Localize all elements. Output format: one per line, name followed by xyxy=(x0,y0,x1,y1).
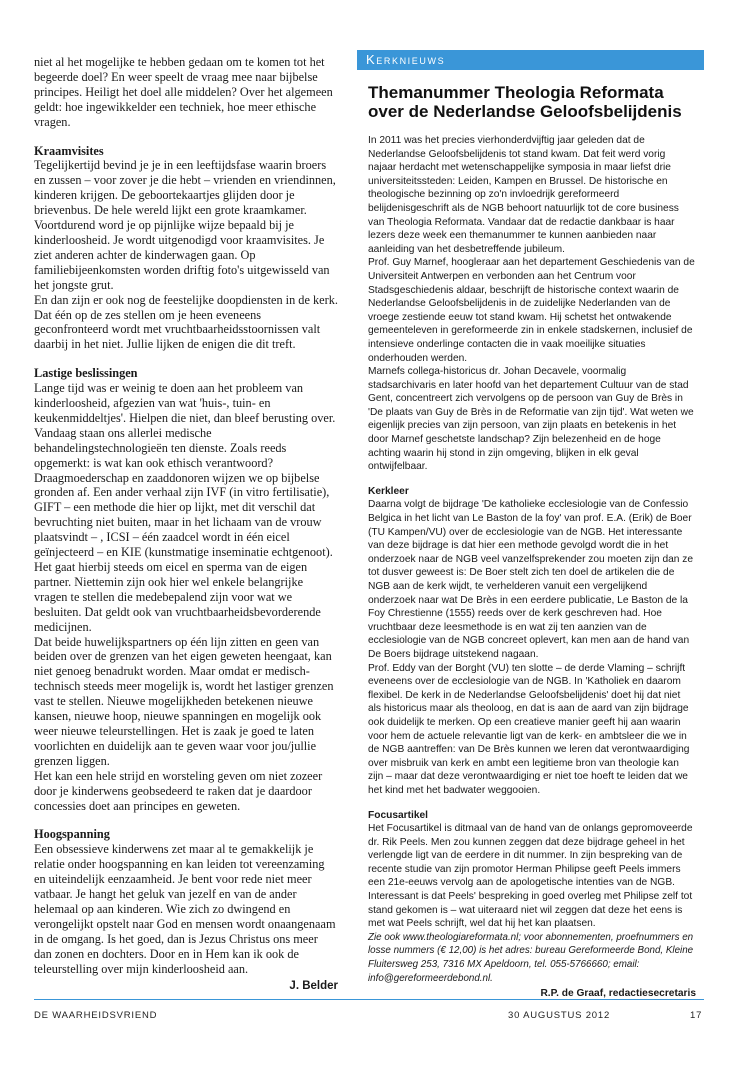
news-paragraph-4: Daarna volgt de bijdrage 'De katholieke ecclesiologie van de Confessio Belgica in het licht van Le Baston de la foy' van prof. E.A. (Erik) de Boer (TU Kampen/VU) over de ecclesiologie van de NGB. Het interessante van deze bijdrage is dat hier een methode gevolgd wordt die in het onderzoek naar de NGB veel vanzelfsprekender zou moeten zijn dan ze tot dusver geweest is: De Boer stelt zich ten doel de artikelen die de NGB aan de kerk wijdt, te verhelderen vanuit een vergelijkend onderzoek naar wat De Brès in een eerdere publicatie, Le Baston de la Foy Chrestienne (1555) reeds over de kerk geschreven had. Hoe vruchtbaar deze leesmethode is en wat zij ten aanzien van de ecclesiologie van de NGB concreet oplevert, kan men aan de hand van De Boers bijdrage uitstekend nagaan. xyxy=(368,499,694,660)
section-banner: Kerknieuws xyxy=(357,50,704,70)
news-paragraph-2: Prof. Guy Marnef, hoogleraar aan het departement Geschiedenis van de Universiteit Antwerpen en verbonden aan het Centrum voor Stadsgeschiedenis aldaar, beschrijft de historische context waarin de Nederlandse Geloofsbelijdenis in de zuidelijke Nederlanden van de vroege zestiende eeuw tot stand kwam. Hij schetst het ontwakende gemeenteleven in gereformeerde zin in enkele stadskernen, inclusief de intensieve onderlinge contacten die in vaak moeilijke situaties onderhouden werden. xyxy=(368,257,695,364)
footer-date: 30 AUGUSTUS 2012 xyxy=(508,1010,611,1021)
news-paragraph-6: Het Focusartikel is ditmaal van de hand van de onlangs gepromoveerde dr. Rik Peels. Men zou kunnen zeggen dat deze bijdrage geheel in het verlengde ligt van de eerdere in dit nummer. In zijn bespreking van de recente studie van zijn promotor Herman Philipse geeft Peels immers een 21e-eeuws vervolg aan de apologetische intenties van de NGB. Interessant is dat Peels' bespreking in goed overleg met Philipse zelf tot stand gekomen is – wat uiteraard niet wil zeggen dat deze het eens is met wat Peels schrijft, wel dat hij het kan plaatsen. xyxy=(368,823,693,930)
kraam-paragraph-1: Tegelijkertijd bevind je je in een leeftijdsfase waarin broers en zussen – voor zover je die hebt – vrienden en vriendinnen, kinderen krijgen. De geboortekaartjes glijden door je brievenbus. De hele wereld lijkt een grote kraamkamer. Voortdurend word je op pijnlijke wijze bepaald bij je kinderloosheid. Je wordt uitgenodigd voor kraamvisites. Je ziet anderen achter de kinderwagen gaan. Op familiebijeenkomsten worden driftig foto's uitgewisseld van het jongste grut. xyxy=(34,158,336,292)
right-column xyxy=(357,50,704,1001)
author-signature: J. Belder xyxy=(289,980,338,993)
heading-kraamvisites: Kraamvisites xyxy=(34,143,104,158)
page-number: 17 xyxy=(690,1010,703,1021)
news-body xyxy=(357,83,704,1001)
editor-signature: R.P. de Graaf, redactiesecretaris xyxy=(540,988,696,1000)
heading-focusartikel: Focusartikel xyxy=(368,809,429,821)
lastige-paragraph-2: Dat beide huwelijkspartners op één lijn zitten en geen van beiden over de grenzen van het eigen geweten heengaat, kan niet genoeg benadrukt worden. Maar omdat er medisch-technisch steeds meer mogelijk is, wordt het lastiger grenzen vast te stellen. Nieuwe mogelijkheden betekenen nieuwe kansen, nieuwe hoop, nieuwe spanningen en mogelijk ook weer nieuwe teleurstellingen. Het is zaak je goed te laten voorlichten en duidelijk aan te geven waar voor jou/jullie grenzen liggen. xyxy=(34,634,334,768)
heading-hoogspanning: Hoogspanning xyxy=(34,827,110,842)
news-paragraph-3: Marnefs collega-historicus dr. Johan Decavele, voormalig stadsarchivaris en later hoofd van het departement Cultuur van de stad Gent, concentreert zich vervolgens op de persoon van Guy de Brès in 'De plaats van Guy de Brès in de Reformatie van zijn tijd'. Wat weten we eigenlijk precies van zijn persoon, van zijn plaats en betekenis in het door Marnef geschetste landschap? Zijn belezenheid en de hoge achting waarin hij stond in zijn omgeving, blijken in elk geval ontwijfelbaar. xyxy=(368,366,694,473)
kraam-paragraph-2: En dan zijn er ook nog de feestelijke doopdiensten in de kerk. Dat één op de zes stellen om je heen eveneens geconfronteerd wordt met vruchtbaarheidsstoornissen valt daarbij in het niet. Jullie lijken de enigen die dit treft. xyxy=(34,292,338,352)
lastige-paragraph-3: Het kan een hele strijd en worsteling geven om niet zozeer door je kinderwens geobsedeerd te raken dat je daardoor concessies doet aan principes en geweten. xyxy=(34,768,323,813)
hoog-paragraph-1: Een obsessieve kinderwens zet maar al te gemakkelijk je relatie onder hoogspanning en kan leiden tot vereenzaming en uiteindelijk eenzaamheid. Je bent voor rede niet meer vatbaar. Je hangt het geluk van jezelf en van de ander helemaal op aan kinderen. Wie zich zo dwingend en verongelijkt opstelt naar God en mensen wordt onaangenaam in de omgang. Is het goed, dan is Jezus Christus ons meer dan zonen en dochters. Door en in Hem kan ik ook de teleurstelling over mijn kinderloosheid aan. xyxy=(34,842,336,976)
footer-divider xyxy=(34,999,704,1000)
news-paragraph-1: In 2011 was het precies vierhonderdvijftig jaar geleden dat de Nederlandse Geloofsbelijdenis tot stand kwam. Dat feit werd vorig najaar herdacht met wetenschappelijke symposia in maar liefst drie universiteitssteden: Leiden, Kampen en Brussel. De historische en theologische bezinning op zo'n invloedrijk gereformeerd belijdenisgeschrift als de NGB behoort natuurlijk tot de core business van Theologia Reformata. Vandaar dat de redactie dankbaar is haar lezers deze week een themanummer te kunnen aanbieden naar aanleiding van het desbetreffende jubileum. xyxy=(368,135,679,255)
heading-lastige-beslissingen: Lastige beslissingen xyxy=(34,366,138,381)
intro-paragraph: niet al het mogelijke te hebben gedaan om te komen tot het begeerde doel? En weer speelt de vraag mee naar bijbelse principes. Heiligt het doel alle middelen? Over het algemeen geldt: hoe ingewikkelder een techniek, hoe meer ethische vragen. xyxy=(34,55,333,129)
lastige-paragraph-1: Lange tijd was er weinig te doen aan het probleem van kinderloosheid, afgezien van wat 'huis-, tuin- en keukenmiddeltjes'. Hielpen die niet, dan bleef berusting over. Vandaag staan ons allerlei medische behandelingstechnologieën ten dienste. Zoals reeds opgemerkt: is wat kan ook ethisch verantwoord? Draagmoederschap en zaaddonoren wijzen we op bijbelse gronden af. Een ander verhaal zijn IVF (in vitro fertilisatie), GIFT – een methode die hier op lijkt, met dit verschil dat bevruchting niet buiten, maar in het lichaam van de vrouw plaatsvindt – , ICSI – één zaadcel wordt in één eicel geïnjecteerd – en KIE (kunstmatige inseminatie echtgenoot). Het gaat hierbij steeds om eicel en sperma van de eigen partner. Niettemin zijn ook hier wel enkele belangrijke vragen te stellen die medebepalend zijn voor wat we besluiten. Dat geldt ook van vruchtbaarheidsbevorderende medicijnen. xyxy=(34,381,336,634)
news-title: Themanummer Theologia Reformata over de Nederlandse Geloofsbelijdenis xyxy=(368,83,682,121)
footer-magazine-name: DE WAARHEIDSVRIEND xyxy=(34,1010,158,1021)
subscription-footnote: Zie ook www.theologiareformata.nl; voor abonnementen, proefnummers en losse nummers (€ 12,00) is het adres: bureau Gereformeerde Bond, Kleine Fluitersweg 253, 7316 MX Apeldoorn, tel. 055-5766660; email: info@gereformeerdebond.nl. xyxy=(368,931,694,984)
left-column xyxy=(34,55,338,994)
heading-kerkleer: Kerkleer xyxy=(368,485,409,497)
news-paragraph-5: Prof. Eddy van der Borght (VU) ten slotte – de derde Vlaming – schrijft eveneens over de ecclesiologie van de NGB. In 'Katholiek en daarom flexibel. De kerk in de Nederlandse Geloofsbelijdenis' doet hij dat niet als historicus maar als theoloog, en dat is aan de aard van zijn bijdrage ook duidelijk te merken. Op een creatieve manier geeft hij aan waarin voor hem de actuele relevantie ligt van de kerk- en ambtsleer die we in de NGB aantreffen: van De Brès kunnen we leren dat verontwaardiging over misbruik van kerk en ambt een legitieme bron van theologie kan zijn – maar dat deze verontwaardiging er niet toe hoeft te leiden dat we het kind met het badwater weggooien. xyxy=(368,662,690,796)
